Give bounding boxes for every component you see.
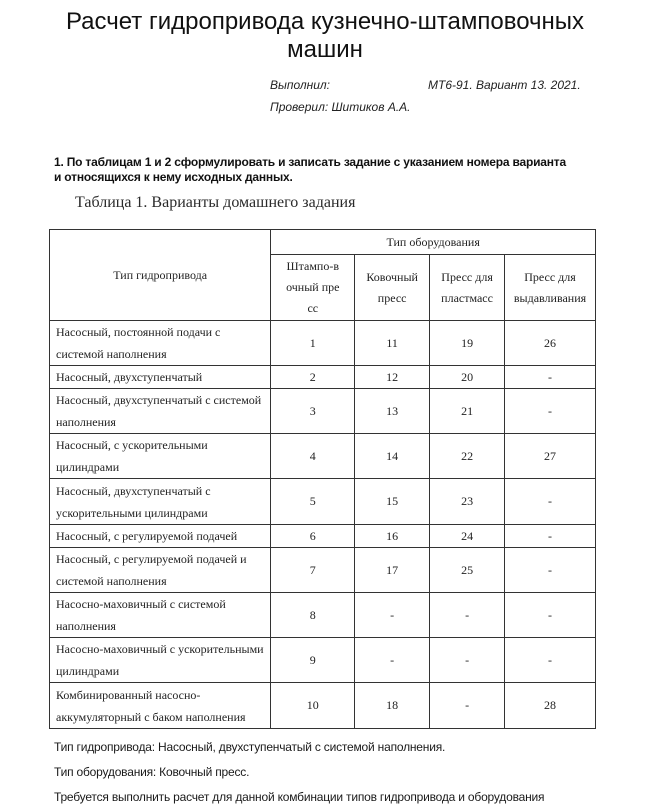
drive-type-cell: Насосный, постоянной подачи с системой наполнения bbox=[50, 321, 271, 366]
header-drive-type: Тип гидропривода bbox=[50, 230, 271, 321]
table-row bbox=[50, 548, 596, 593]
variants-table bbox=[49, 229, 596, 729]
value-cell: 14 bbox=[355, 434, 430, 479]
value-cell: 11 bbox=[355, 321, 430, 366]
value-cell: 22 bbox=[430, 434, 505, 479]
value-cell: 10 bbox=[271, 683, 355, 729]
value-cell: - bbox=[505, 479, 596, 525]
header-col-forging-press: Ковочный пресс bbox=[355, 255, 430, 321]
value-cell: 18 bbox=[355, 683, 430, 729]
performed-value: МТ6-91. Вариант 13. 2021. bbox=[428, 78, 581, 92]
header-col-plastics-press: Пресс для пластмасс bbox=[430, 255, 505, 321]
value-cell: 16 bbox=[355, 525, 430, 548]
value-cell: 7 bbox=[271, 548, 355, 593]
value-cell: 21 bbox=[430, 389, 505, 434]
value-cell: - bbox=[430, 593, 505, 638]
table-row bbox=[50, 479, 596, 525]
value-cell: 4 bbox=[271, 434, 355, 479]
value-cell: - bbox=[505, 389, 596, 434]
value-cell: 24 bbox=[430, 525, 505, 548]
summary-equipment-type: Тип оборудования: Ковочный пресс. bbox=[54, 765, 250, 779]
value-cell: 3 bbox=[271, 389, 355, 434]
value-cell: 28 bbox=[505, 683, 596, 729]
value-cell: 27 bbox=[505, 434, 596, 479]
value-cell: 25 bbox=[430, 548, 505, 593]
table-row bbox=[50, 593, 596, 638]
summary-requirement: Требуется выполнить расчет для данной комбинации типов гидропривода и оборудования bbox=[54, 790, 545, 804]
drive-type-cell: Насосный, двухступенчатый с системой наполнения bbox=[50, 389, 271, 434]
value-cell: 5 bbox=[271, 479, 355, 525]
drive-type-cell: Насосный, двухступенчатый с ускорительными цилиндрами bbox=[50, 479, 271, 525]
task-statement: 1. По таблицам 1 и 2 сформулировать и записать задание с указанием номера варианта и относящихся к нему исходных данных. bbox=[54, 155, 566, 184]
value-cell: - bbox=[505, 548, 596, 593]
value-cell: - bbox=[505, 593, 596, 638]
drive-type-cell: Насосный, с ускорительными цилиндрами bbox=[50, 434, 271, 479]
summary-drive-type: Тип гидропривода: Насосный, двухступенчатый с системой наполнения. bbox=[54, 740, 446, 754]
drive-type-cell: Насосно-маховичный с системой наполнения bbox=[50, 593, 271, 638]
performed-label: Выполнил: bbox=[270, 78, 330, 92]
value-cell: - bbox=[505, 366, 596, 389]
header-col-extrusion-press: Пресс для выдавливания bbox=[505, 255, 596, 321]
drive-type-cell: Насосно-маховичный с ускорительными цилиндрами bbox=[50, 638, 271, 683]
value-cell: - bbox=[355, 638, 430, 683]
document-title: Расчет гидропривода кузнечно-штамповочных машин bbox=[65, 8, 585, 63]
value-cell: 19 bbox=[430, 321, 505, 366]
drive-type-cell: Насосный, с регулируемой подачей bbox=[50, 525, 271, 548]
value-cell: 9 bbox=[271, 638, 355, 683]
table-row bbox=[50, 366, 596, 389]
header-equipment-type: Тип оборудования bbox=[271, 230, 596, 255]
value-cell: 26 bbox=[505, 321, 596, 366]
value-cell: 20 bbox=[430, 366, 505, 389]
value-cell: 2 bbox=[271, 366, 355, 389]
value-cell: 23 bbox=[430, 479, 505, 525]
table-row bbox=[50, 683, 596, 729]
value-cell: 1 bbox=[271, 321, 355, 366]
value-cell: 13 bbox=[355, 389, 430, 434]
table-row bbox=[50, 638, 596, 683]
drive-type-cell: Комбинированный насосно-аккумуляторный с баком наполнения bbox=[50, 683, 271, 729]
value-cell: - bbox=[505, 525, 596, 548]
value-cell: 12 bbox=[355, 366, 430, 389]
table-row bbox=[50, 525, 596, 548]
table-row bbox=[50, 434, 596, 479]
drive-type-cell: Насосный, двухступенчатый bbox=[50, 366, 271, 389]
drive-type-cell: Насосный, с регулируемой подачей и системой наполнения bbox=[50, 548, 271, 593]
value-cell: 8 bbox=[271, 593, 355, 638]
value-cell: - bbox=[430, 683, 505, 729]
checked-by: Проверил: Шитиков А.А. bbox=[270, 100, 411, 114]
value-cell: 6 bbox=[271, 525, 355, 548]
table-row bbox=[50, 321, 596, 366]
value-cell: 15 bbox=[355, 479, 430, 525]
table-caption: Таблица 1. Варианты домашнего задания bbox=[75, 194, 356, 211]
header-col-stamping-press: Штампо-вочный пресс bbox=[271, 255, 355, 321]
value-cell: - bbox=[355, 593, 430, 638]
value-cell: 17 bbox=[355, 548, 430, 593]
value-cell: - bbox=[505, 638, 596, 683]
value-cell: - bbox=[430, 638, 505, 683]
table-row bbox=[50, 389, 596, 434]
